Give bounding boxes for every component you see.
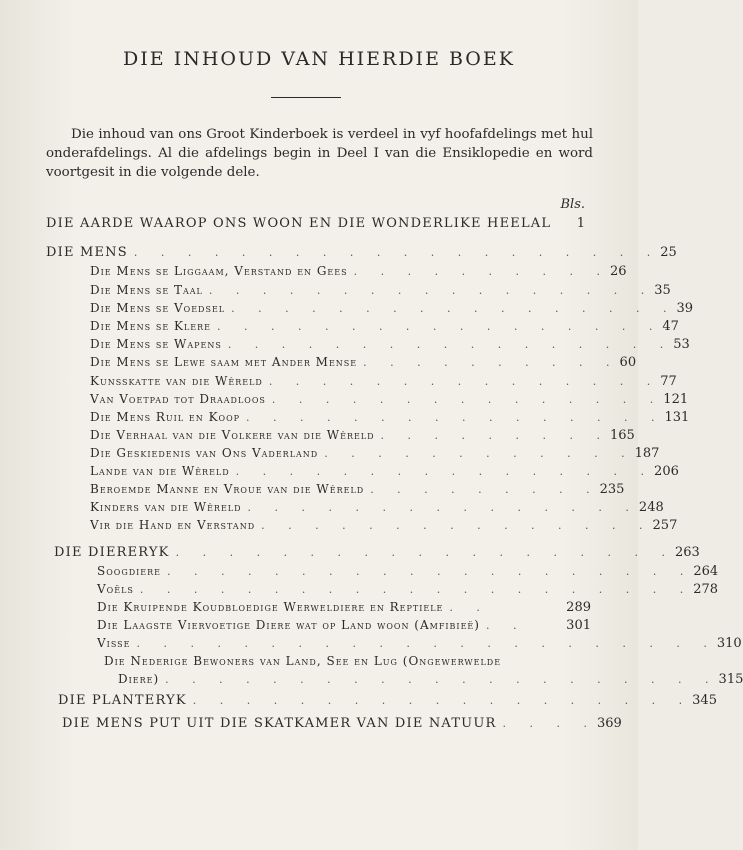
- intro-paragraph: Die inhoud van ons Groot Kinderboek is verdeel in vyf hoofafdelings met hul onderafdelings. Al die afdelings begin in Deel I van die Ensiklopedie en word voortgesit in die volgende dele.: [46, 127, 593, 180]
- toc-leader: . . . . . . . . . . . . . . . . .: [208, 284, 655, 297]
- toc-label: Die Mens se Lewe saam met Ander Mense: [90, 355, 358, 369]
- toc-label: Die Mens se Voedsel: [90, 301, 226, 315]
- toc-leader: . . . . . . . . . . . . . . . . . . .: [192, 694, 693, 707]
- toc-page-number: 1: [576, 216, 585, 231]
- toc-label: Diere): [118, 672, 160, 686]
- toc-entry[interactable]: [97, 600, 591, 618]
- toc-page-number: 25: [660, 245, 677, 260]
- toc-leader: . . . .: [502, 717, 597, 730]
- toc-label: Kinders van die Wêreld: [90, 500, 242, 514]
- toc-page-number: 26: [610, 264, 627, 279]
- toc-leader: . . . . . . . . . . . . . . . .: [235, 465, 655, 478]
- toc-leader: . . . . . . . . . . . . . . . . . . . .: [133, 246, 661, 259]
- toc-label: Die Verhaal van die Volkere van die Wêreld: [90, 428, 375, 442]
- toc-entry[interactable]: [104, 654, 591, 672]
- toc-page-number: 310: [716, 636, 742, 651]
- toc-entry[interactable]: [97, 582, 719, 600]
- toc-section-mens[interactable]: [46, 245, 677, 263]
- toc-page-number: 289: [566, 600, 591, 615]
- toc-leader: . . . . . . . . .: [380, 429, 610, 442]
- toc-entry[interactable]: [90, 428, 635, 446]
- toc-page-number: 121: [663, 392, 689, 407]
- toc-label: Vir die Hand en Verstand: [90, 518, 256, 532]
- toc-section-aarde[interactable]: [46, 216, 552, 234]
- toc-label: DIE DIERERYK: [54, 545, 170, 560]
- toc-page-number: 35: [654, 283, 671, 298]
- title-divider: [271, 97, 341, 98]
- toc-leader: . . . . . . . . . . . . . . . . . . . . . .: [136, 637, 717, 650]
- toc-leader: . . . . . . . . . .: [363, 356, 620, 369]
- toc-section-diereryk[interactable]: [54, 545, 700, 563]
- toc-leader: . . . . . . . . . . . . . . . .: [246, 411, 665, 424]
- toc-leader: . . . . . . . . . . . . . . .: [261, 519, 653, 532]
- toc-section-skatkamer[interactable]: [62, 716, 622, 734]
- toc-entry[interactable]: [97, 618, 591, 636]
- toc-leader: . . . . . . . . . . . . . . . . .: [227, 338, 674, 351]
- toc-page-number: 60: [619, 355, 637, 370]
- toc-label: Die Mens se Liggaam, Verstand en Gees: [90, 264, 348, 278]
- page-title: DIE INHOUD VAN HIERDIE BOEK: [123, 48, 515, 70]
- toc-leader: . . . . . . . . . . . . . . . . . . . .: [167, 565, 694, 578]
- toc-leader: . . . . . . . . . . . . . . .: [268, 375, 661, 388]
- toc-leader: . . . . . . . . . . . . . . . . .: [231, 302, 677, 315]
- toc-label: Beroemde Manne en Vroue van die Wêreld: [90, 482, 365, 496]
- toc-page-number: 248: [638, 500, 664, 515]
- toc-leader: . . . . . . . . .: [370, 483, 600, 496]
- toc-page-number: 131: [664, 410, 690, 425]
- toc-label: Die Laagste Viervoetige Diere wat op Land woon (Amfibieë): [97, 618, 480, 632]
- toc-label: Van Voetpad tot Draadloos: [90, 392, 266, 406]
- toc-entry[interactable]: [90, 283, 671, 301]
- toc-label: Lande van die Wêreld: [90, 464, 230, 478]
- toc-entry[interactable]: [90, 518, 678, 536]
- toc-entry[interactable]: [90, 374, 677, 392]
- toc-label: Voëls: [97, 582, 134, 596]
- toc-section-planteryk[interactable]: [58, 693, 717, 711]
- toc-leader: . .: [485, 619, 527, 632]
- toc-label: Die Kruipende Koudbloedige Werweldiere en Reptiele: [97, 600, 444, 614]
- toc-leader: . . . . . . . . . . . . . . .: [271, 393, 664, 406]
- toc-entry[interactable]: [90, 464, 679, 482]
- toc-page-number: 235: [599, 482, 625, 497]
- toc-page-number: 77: [660, 374, 677, 389]
- toc-entry[interactable]: [90, 500, 664, 518]
- toc-page-number: 345: [692, 693, 717, 708]
- toc-entry[interactable]: [90, 301, 694, 319]
- toc-leader: . . . . . . . . . . . . . . . . . . .: [175, 546, 675, 559]
- toc-entry[interactable]: [90, 319, 679, 337]
- toc-page-number: 315: [718, 672, 743, 687]
- toc-label: Soogdiere: [97, 564, 162, 578]
- toc-leader: . . . . . . . . . . . . . . . . . . . . .: [165, 673, 719, 686]
- toc-entry[interactable]: [97, 636, 742, 654]
- toc-label: Die Geskiedenis van Ons Vaderland: [90, 446, 319, 460]
- toc-leader: . . . . . . . . . . . .: [324, 447, 635, 460]
- toc-label: Die Nederige Bewoners van Land, See en Lug (Ongewerwelde: [104, 654, 502, 668]
- toc-entry[interactable]: [90, 392, 689, 410]
- toc-entry[interactable]: [90, 355, 637, 373]
- toc-leader: . . . . . . . . . . . . . . .: [247, 501, 639, 514]
- toc-page-number: 369: [596, 716, 622, 731]
- toc-page-number: 263: [674, 545, 700, 560]
- toc-entry[interactable]: [90, 410, 690, 428]
- toc-entry[interactable]: [90, 446, 660, 464]
- toc-entry[interactable]: [90, 482, 625, 500]
- toc-leader: . . . . . . . . . .: [353, 265, 611, 278]
- toc-label: Die Mens se Klere: [90, 319, 211, 333]
- toc-entry[interactable]: [90, 264, 627, 282]
- toc-page-number: 206: [654, 464, 679, 479]
- toc-entry[interactable]: [118, 672, 743, 690]
- toc-label: Kunsskatte van die Wêreld: [90, 374, 263, 388]
- toc-page-number: 264: [693, 564, 719, 579]
- toc-page-number: 165: [609, 428, 635, 443]
- toc-label: Die Mens se Taal: [90, 283, 203, 297]
- toc-leader: . . . . . . . . . . . . . . . . .: [216, 320, 663, 333]
- toc-page-number: 53: [673, 337, 690, 352]
- toc-page-number: 301: [566, 618, 591, 633]
- toc-entry[interactable]: [90, 337, 690, 355]
- toc-label: Die Mens se Wapens: [90, 337, 222, 351]
- toc-label: Visse: [97, 636, 131, 650]
- toc-label: DIE AARDE WAAROP ONS WOON EN DIE WONDERLIKE HEELAL: [46, 216, 552, 231]
- toc-page-number: 39: [676, 301, 694, 316]
- toc-label: Die Mens Ruil en Koop: [90, 410, 241, 424]
- toc-label: DIE PLANTERYK: [58, 693, 187, 708]
- toc-page-number: 257: [652, 518, 678, 533]
- toc-label: DIE MENS PUT UIT DIE SKATKAMER VAN DIE NATUUR: [62, 716, 497, 731]
- toc-label: DIE MENS: [46, 245, 128, 260]
- toc-leader: . . . . . . . . . . . . . . . . . . . . .: [139, 583, 694, 596]
- toc-page-number: 47: [662, 319, 679, 334]
- toc-leader: . .: [449, 601, 490, 614]
- toc-entry[interactable]: [97, 564, 719, 582]
- toc-page-number: 187: [634, 446, 660, 461]
- page-column-label: Bls.: [560, 197, 585, 212]
- toc-page-number: 278: [693, 582, 719, 597]
